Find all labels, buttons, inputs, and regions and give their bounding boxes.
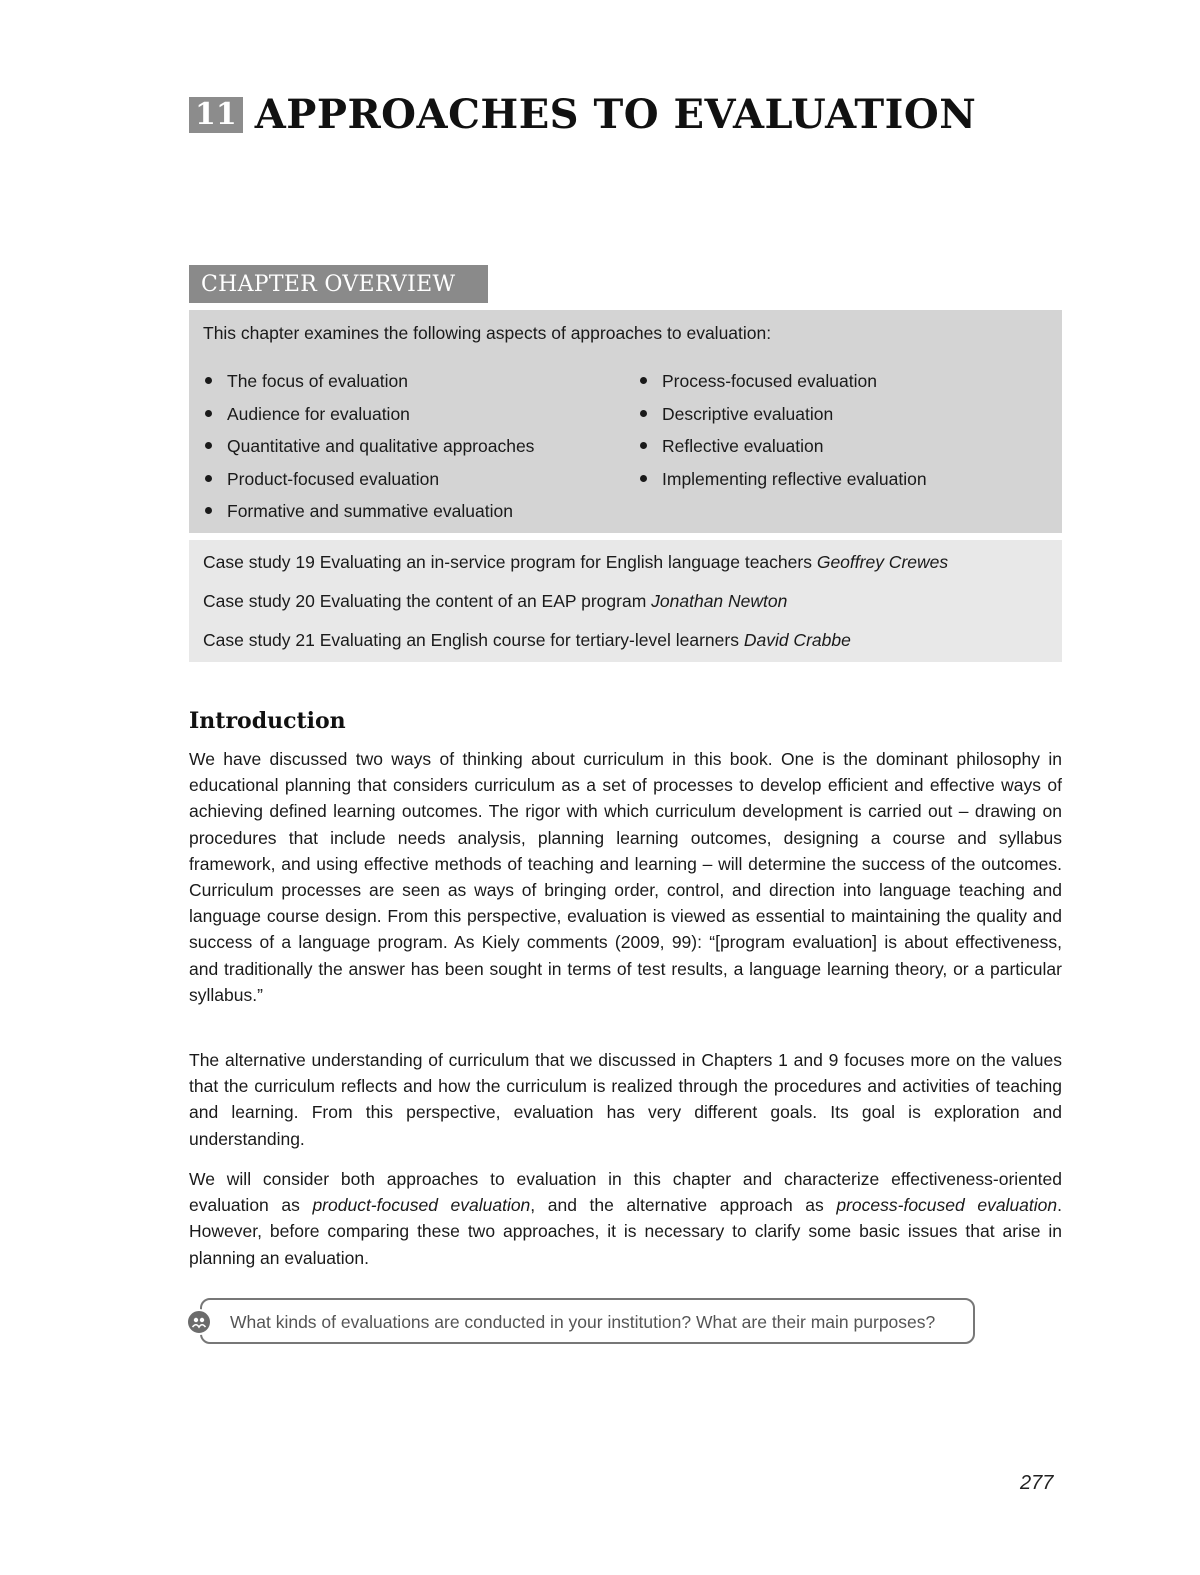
- overview-bullet: Process-focused evaluation: [638, 370, 927, 403]
- emphasis-process-focused: process-focused evaluation: [836, 1195, 1058, 1216]
- overview-bullet: Descriptive evaluation: [638, 403, 927, 436]
- overview-bullet: Reflective evaluation: [638, 435, 927, 468]
- overview-bullet: Implementing reflective evaluation: [638, 468, 927, 501]
- case-study-author: Geoffrey Crewes: [816, 552, 949, 572]
- overview-intro: This chapter examines the following aspects of approaches to evaluation:: [203, 323, 772, 343]
- bullet-icon: [205, 377, 212, 384]
- bullet-icon: [640, 442, 647, 449]
- page-number: 277: [1020, 1472, 1054, 1494]
- reflection-question-text: What kinds of evaluations are conducted in your institution? What are their main purposes?: [230, 1312, 936, 1332]
- case-studies-box: [189, 540, 1062, 662]
- discussion-icon: [186, 1309, 212, 1335]
- intro-paragraph-2: The alternative understanding of curriculum that we discussed in Chapters 1 and 9 focuses more on the values that the curriculum reflects and how the curriculum is realized through the procedures and activities of teaching and learning. From this perspective, evaluation has very different goals. Its goal is exploration and understanding.: [189, 1050, 1062, 1149]
- case-study-author: Jonathan Newton: [651, 591, 788, 611]
- case-study-item: Case study 19 Evaluating an in-service program for English language teachers Geoffrey Crewes: [203, 552, 949, 572]
- emphasis-product-focused: product-focused evaluation: [312, 1195, 531, 1216]
- chapter-overview-box: [189, 310, 1062, 533]
- bullet-icon: [205, 507, 212, 514]
- bullet-icon: [640, 475, 647, 482]
- bullet-icon: [640, 410, 647, 417]
- intro-paragraph-3: We will consider both approaches to evaluation in this chapter and characterize effectiveness-oriented evaluation as product-focused evaluation, and the alternative approach as process-focused evaluation. However, before comparing these two approaches, it is necessary to clarify some basic issues that arise in planning an evaluation.: [189, 1169, 1062, 1268]
- case-study-item: Case study 20 Evaluating the content of an EAP program Jonathan Newton: [203, 591, 788, 611]
- overview-bullet: The focus of evaluation: [203, 370, 534, 403]
- overview-bullets-left: [203, 370, 534, 533]
- chapter-heading: [189, 92, 976, 138]
- overview-bullets-right: [638, 370, 927, 500]
- overview-bullet: Product-focused evaluation: [203, 468, 534, 501]
- overview-bullet: Formative and summative evaluation: [203, 500, 534, 533]
- overview-bullet: Audience for evaluation: [203, 403, 534, 436]
- bullet-icon: [640, 377, 647, 384]
- bullet-icon: [205, 410, 212, 417]
- case-study-author: David Crabbe: [743, 630, 851, 650]
- case-study-item: Case study 21 Evaluating an English course for tertiary-level learners David Crabbe: [203, 630, 851, 650]
- overview-bullet: Quantitative and qualitative approaches: [203, 435, 534, 468]
- introduction-heading: Introduction: [189, 708, 346, 734]
- chapter-title: APPROACHES TO EVALUATION: [254, 91, 977, 138]
- bullet-icon: [205, 442, 212, 449]
- intro-paragraph-1: We have discussed two ways of thinking about curriculum in this book. One is the dominant philosophy in educational planning that considers curriculum as a set of processes to develop efficient and effective ways of achieving defined learning outcomes. The rigor with which curriculum development is carried out – drawing on procedures that include needs analysis, planning learning outcomes, designing a course and syllabus framework, and using effective methods of teaching and learning – will determine the success of the outcomes. Curriculum processes are seen as ways of bringing order, control, and direction into language teaching and language course design. From this perspective, evaluation is viewed as essential to maintaining the quality and success of a language program. As Kiely comments (2009, 99): “[program evaluation] is about effectiveness, and traditionally the answer has been sought in terms of test results, a language learning theory, or a particular syllabus.”: [189, 749, 1062, 1005]
- chapter-number: 11: [189, 97, 243, 133]
- bullet-icon: [205, 475, 212, 482]
- chapter-overview-label: CHAPTER OVERVIEW: [189, 265, 488, 303]
